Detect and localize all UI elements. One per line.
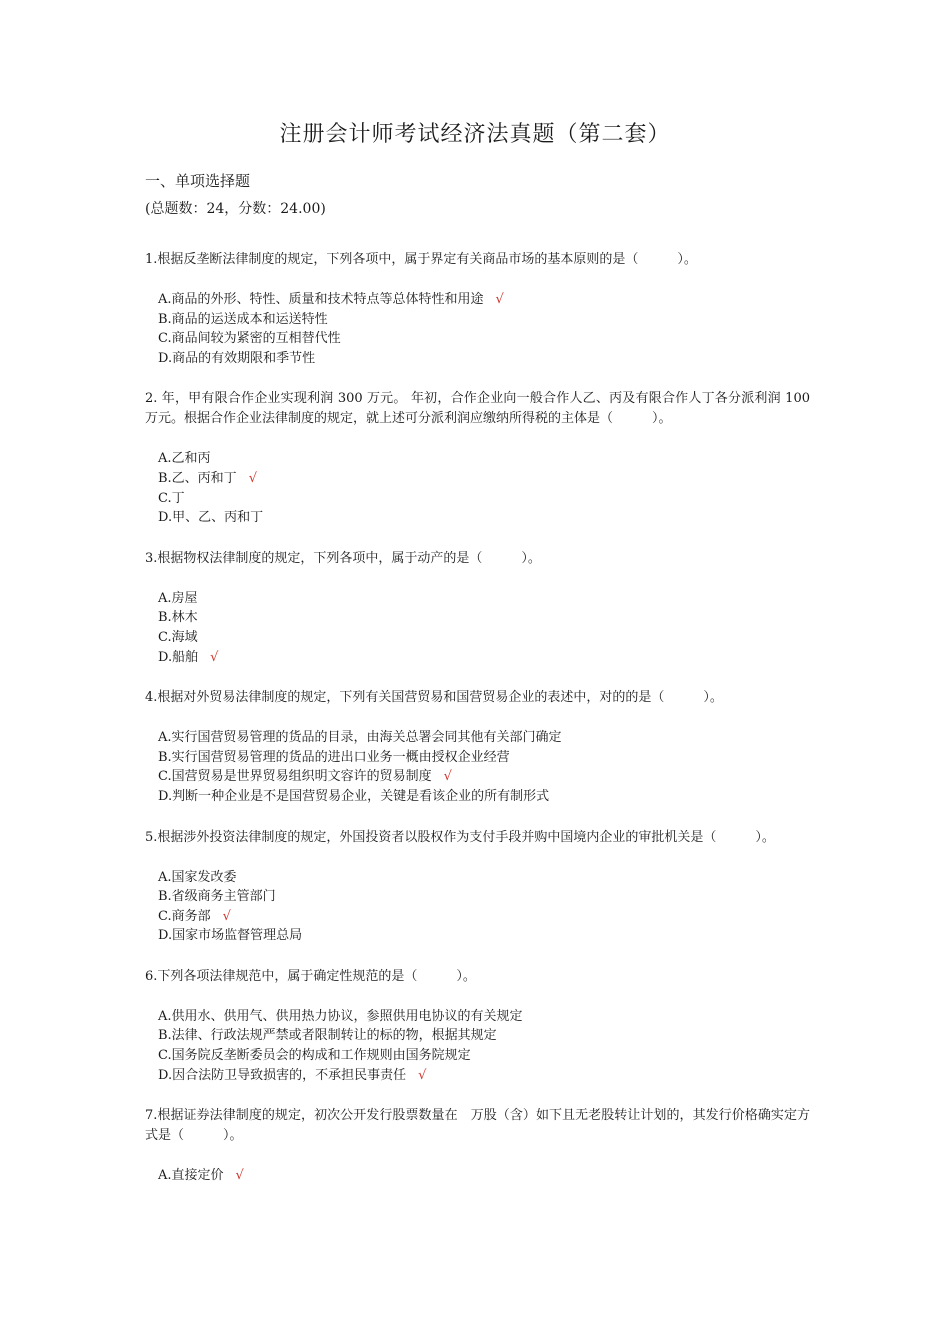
answer-option <box>158 628 810 648</box>
option-list <box>145 868 810 946</box>
correct-check-icon: √ <box>210 649 219 665</box>
option-text: C.海域 <box>158 629 198 645</box>
answer-option <box>158 310 810 330</box>
option-text: B.法律、行政法规严禁或者限制转让的标的物，根据其规定 <box>158 1028 497 1044</box>
option-text: D.甲、乙、丙和丁 <box>158 510 264 526</box>
question-stem: 2. 年，甲有限合作企业实现利润 300 万元。 年初，合作企业向一般合作人乙、丙及有限合作人丁各分派利润 100 万元。根据合作企业法律制度的规定，就上述可分派利润应缴纳所得税的主体是（ ）。 <box>145 391 810 427</box>
question-item <box>145 688 810 806</box>
option-text: B.省级商务主管部门 <box>158 889 276 905</box>
question-stem: 1.根据反垄断法律制度的规定，下列各项中，属于界定有关商品市场的基本原则的是（ ）。 <box>145 252 697 267</box>
answer-option <box>158 648 810 668</box>
question-list <box>145 250 810 1207</box>
section-heading: 一、单项选择题 <box>145 172 251 190</box>
option-text: C.国营贸易是世界贸易组织明文容许的贸易制度 <box>158 769 432 785</box>
answer-option <box>158 508 810 528</box>
question-item <box>145 250 810 368</box>
option-text: A.乙和丙 <box>158 451 211 467</box>
question-item <box>145 389 810 527</box>
answer-option <box>158 469 810 489</box>
answer-option <box>158 1066 810 1086</box>
answer-option <box>158 449 810 469</box>
question-item <box>145 549 810 667</box>
question-item <box>145 1106 810 1186</box>
option-text: A.房屋 <box>158 590 198 606</box>
option-text: C.商品间较为紧密的互相替代性 <box>158 331 341 347</box>
option-text: B.林木 <box>158 610 198 626</box>
answer-option <box>158 1026 810 1046</box>
option-text: C.商务部 <box>158 908 211 924</box>
option-list <box>145 728 810 806</box>
answer-option <box>158 329 810 349</box>
correct-check-icon: √ <box>222 908 231 924</box>
option-text: D.国家市场监督管理总局 <box>158 928 303 944</box>
option-list <box>145 290 810 368</box>
answer-option <box>158 608 810 628</box>
option-text: D.船舶 <box>158 649 199 665</box>
option-text: B.商品的运送成本和运送特性 <box>158 311 328 327</box>
answer-option <box>158 489 810 509</box>
answer-option <box>158 868 810 888</box>
option-text: A.商品的外形、特性、质量和技术特点等总体特性和用途 <box>158 292 484 307</box>
option-text: A.直接定价 <box>158 1168 224 1184</box>
answer-option <box>158 290 810 310</box>
answer-option <box>158 748 810 768</box>
answer-option <box>158 349 810 369</box>
option-text: D.判断一种企业是不是国营贸易企业，关键是看该企业的所有制形式 <box>158 788 550 804</box>
correct-check-icon: √ <box>418 1067 427 1083</box>
option-text: C.国务院反垄断委员会的构成和工作规则由国务院规定 <box>158 1048 471 1064</box>
answer-option <box>158 1166 810 1186</box>
option-text: B.乙、丙和丁 <box>158 470 237 486</box>
answer-option <box>158 787 810 807</box>
option-list <box>145 1007 810 1085</box>
option-list <box>145 1166 810 1186</box>
option-text: D.商品的有效期限和季节性 <box>158 350 316 366</box>
document-title: 注册会计师考试经济法真题（第二套） <box>279 122 671 147</box>
answer-option <box>158 589 810 609</box>
correct-check-icon: √ <box>235 1168 244 1184</box>
option-text: C.丁 <box>158 490 185 506</box>
correct-check-icon: √ <box>495 292 504 307</box>
option-text: D.因合法防卫导致损害的，不承担民事责任 <box>158 1067 407 1083</box>
question-item <box>145 967 810 1085</box>
option-list <box>145 449 810 527</box>
question-item <box>145 828 810 946</box>
question-stem: 4.根据对外贸易法律制度的规定，下列有关国营贸易和国营贸易企业的表述中，对的的是（ ）。 <box>145 690 723 706</box>
option-text: A.国家发改委 <box>158 869 237 885</box>
option-text: A.供用水、供用气、供用热力协议，参照供用电协议的有关规定 <box>158 1008 523 1024</box>
answer-option <box>158 1046 810 1066</box>
answer-option <box>158 887 810 907</box>
section-meta: (总题数：24，分数：24.00) <box>145 201 326 217</box>
correct-check-icon: √ <box>443 769 452 785</box>
answer-option <box>158 1007 810 1027</box>
question-stem: 6.下列各项法律规范中，属于确定性规范的是（ ）。 <box>145 968 476 984</box>
answer-option <box>158 926 810 946</box>
option-text: A.实行国营贸易管理的货品的目录，由海关总署会同其他有关部门确定 <box>158 730 562 746</box>
question-stem: 7.根据证券法律制度的规定，初次公开发行股票数量在 万股（含）如下且无老股转让计划的，其发行价格确实定方式是（ ）。 <box>145 1108 810 1144</box>
answer-option <box>158 907 810 927</box>
option-list <box>145 589 810 667</box>
answer-option <box>158 767 810 787</box>
correct-check-icon: √ <box>248 470 257 486</box>
answer-option <box>158 728 810 748</box>
question-stem: 3.根据物权法律制度的规定，下列各项中，属于动产的是（ ）。 <box>145 550 541 566</box>
option-text: B.实行国营贸易管理的货品的进出口业务一概由授权企业经营 <box>158 749 510 765</box>
question-stem: 5.根据涉外投资法律制度的规定，外国投资者以股权作为支付手段并购中国境内企业的审批机关是（ ）。 <box>145 829 775 845</box>
